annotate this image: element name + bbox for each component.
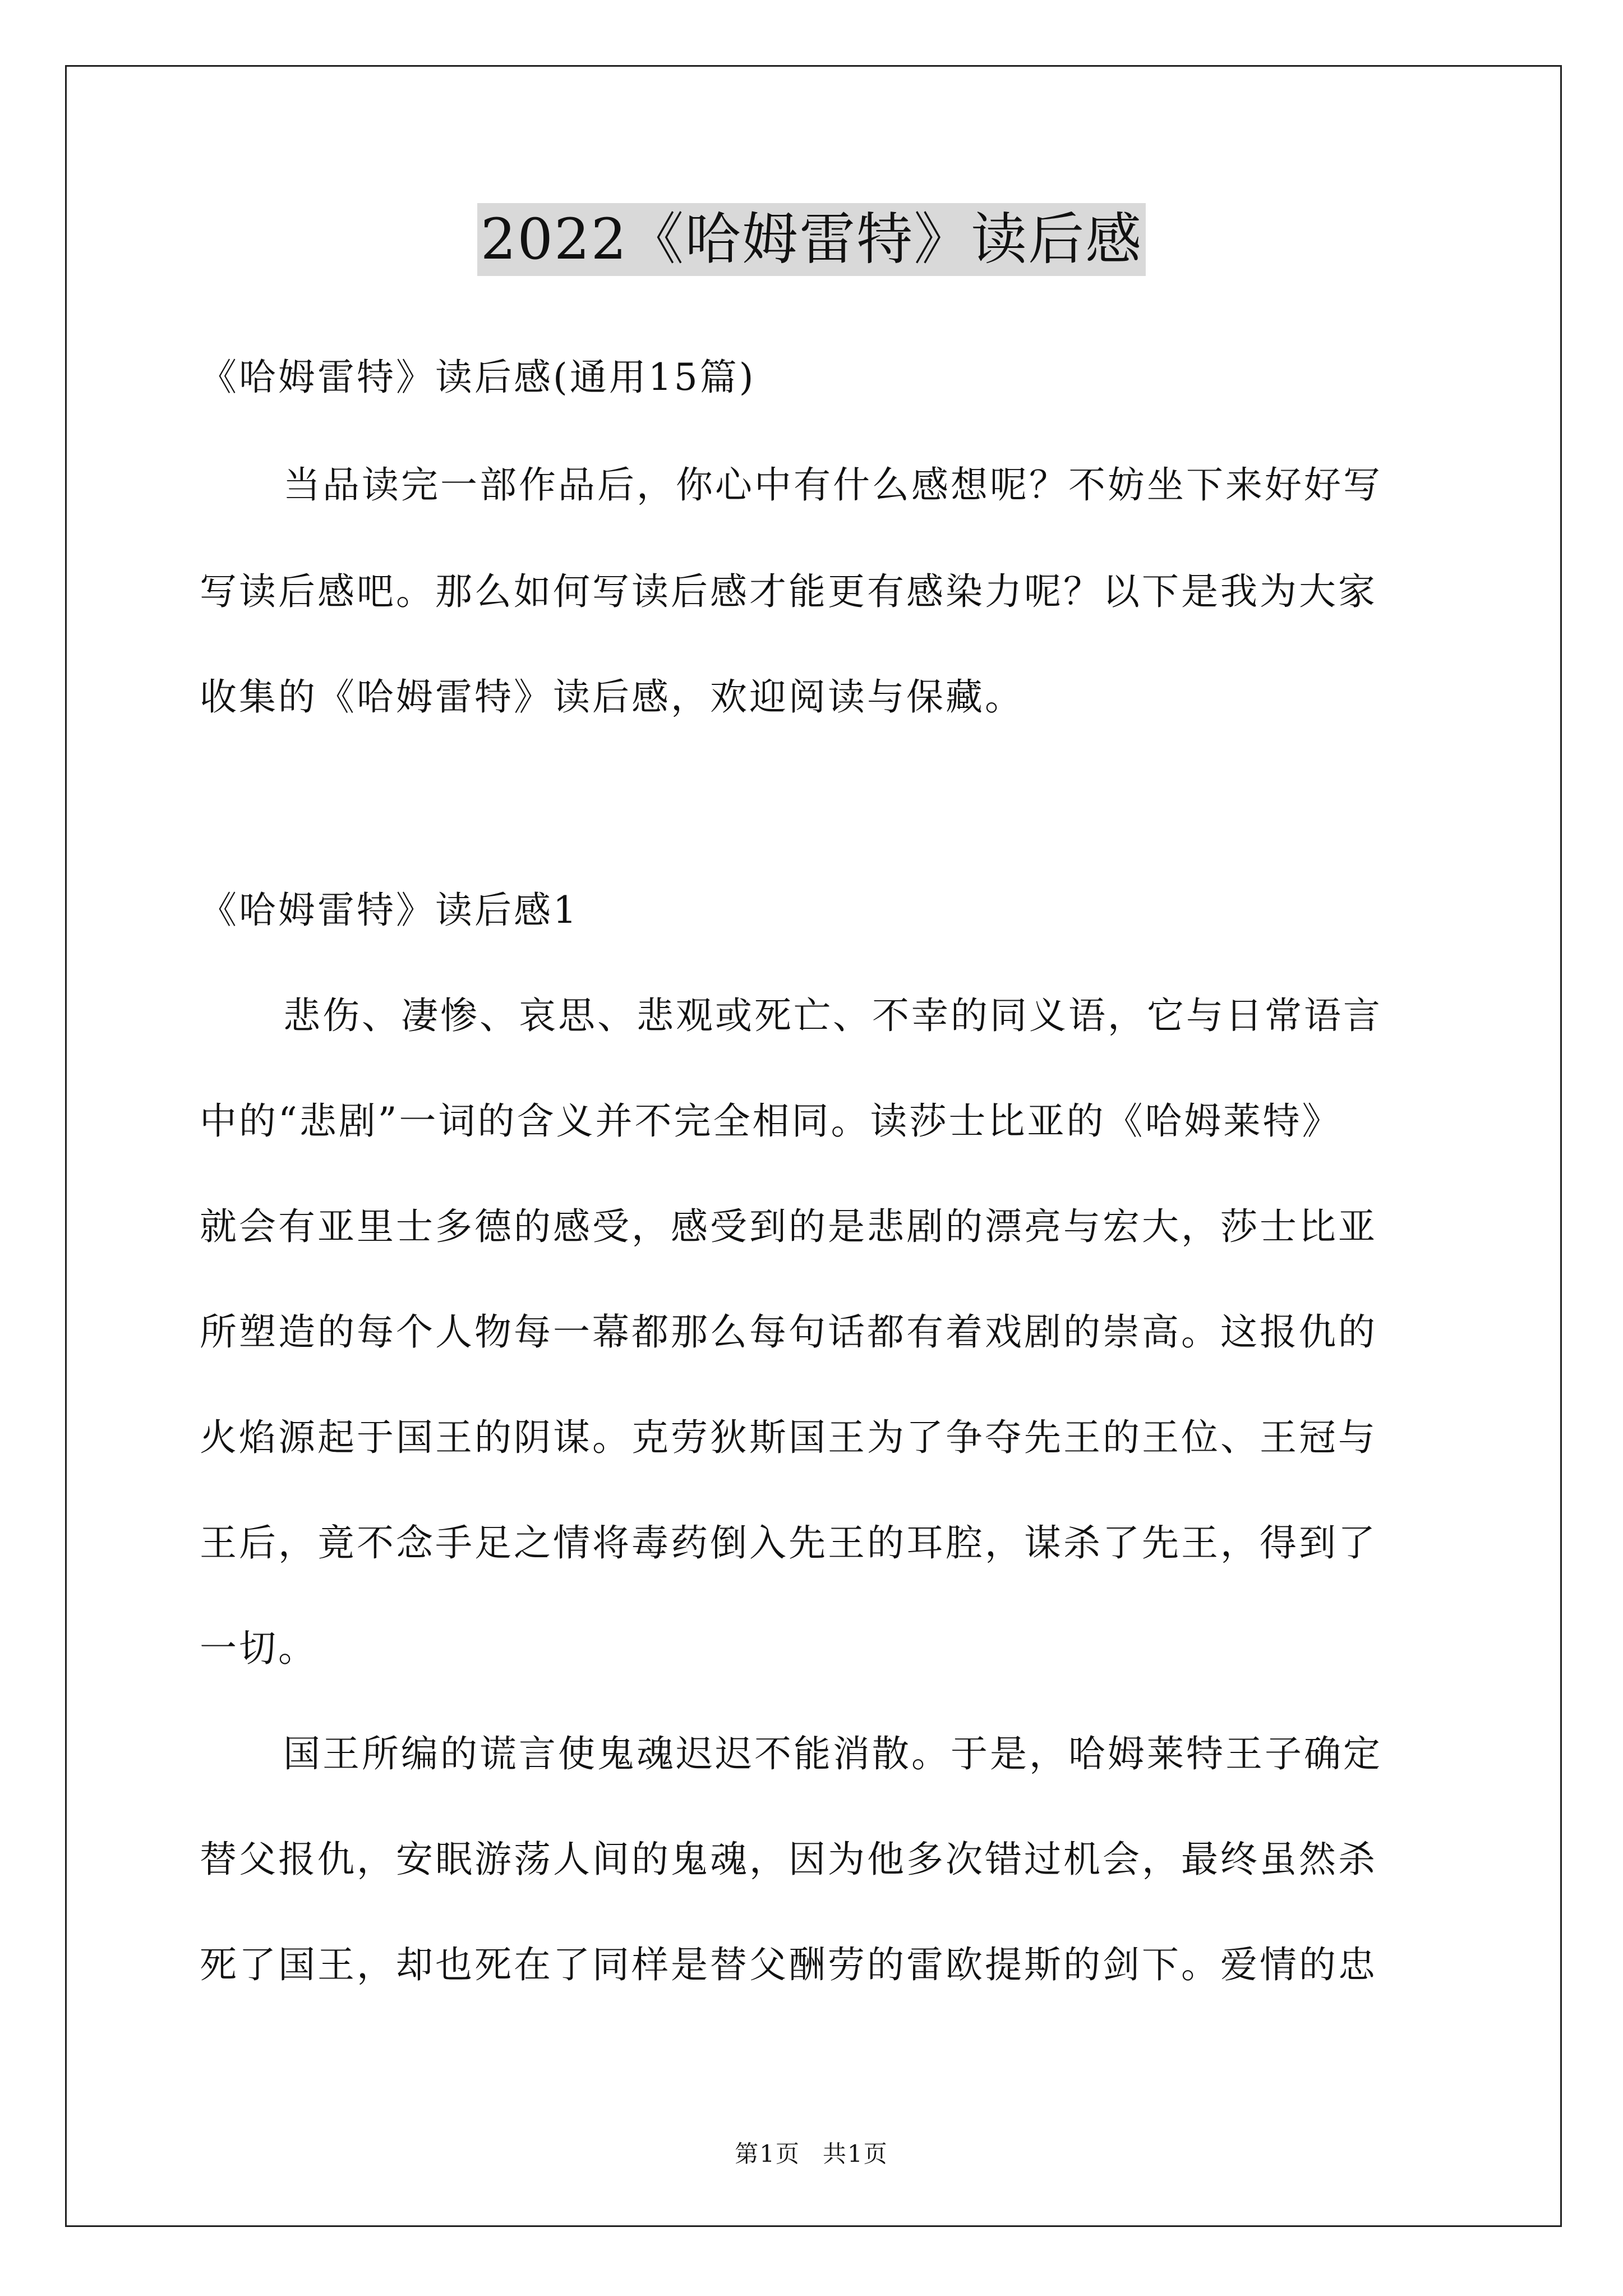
- paragraph2-line-1: 国王所编的谎言使鬼魂迟迟不能消散。于是，哈姆莱特王子确定: [283, 1732, 1382, 1775]
- page-number: 第1页: [735, 2140, 800, 2168]
- paragraph1-line-4: 所塑造的每个人物每一幕都那么每句话都有着戏剧的崇高。这报仇的: [200, 1310, 1377, 1354]
- document-title: 2022《哈姆雷特》读后感: [477, 203, 1146, 276]
- intro-line-2: 写读后感吧。那么如何写读后感才能更有感染力呢？以下是我为大家: [200, 570, 1377, 613]
- page-footer: [0, 2138, 1623, 2170]
- title-block: [0, 203, 1623, 276]
- intro-line-1: 当品读完一部作品后，你心中有什么感想呢？不妨坐下来好好写: [283, 463, 1382, 507]
- paragraph1-line-5: 火焰源起于国王的阴谋。克劳狄斯国王为了争夺先王的王位、王冠与: [200, 1416, 1377, 1459]
- paragraph1-line-2: 中的“悲剧”一词的含义并不完全相同。读莎士比亚的《哈姆莱特》: [200, 1099, 1341, 1143]
- document-subtitle: 《哈姆雷特》读后感(通用15篇): [200, 356, 756, 399]
- paragraph1-line-7: 一切。: [200, 1627, 317, 1670]
- paragraph2-line-3: 死了国王，却也死在了同样是替父酬劳的雷欧提斯的剑下。爱情的忠: [200, 1943, 1377, 1986]
- intro-line-3: 收集的《哈姆雷特》读后感，欢迎阅读与保藏。: [200, 675, 1024, 719]
- paragraph1-line-3: 就会有亚里士多德的感受，感受到的是悲剧的漂亮与宏大，莎士比亚: [200, 1205, 1377, 1248]
- page-total: 共1页: [823, 2140, 888, 2168]
- section-heading: 《哈姆雷特》读后感1: [200, 889, 579, 932]
- paragraph1-line-1: 悲伤、凄惨、哀思、悲观或死亡、不幸的同义语，它与日常语言: [283, 994, 1382, 1037]
- paragraph1-line-6: 王后，竟不念手足之情将毒药倒入先王的耳腔，谋杀了先王，得到了: [200, 1521, 1377, 1565]
- paragraph2-line-2: 替父报仇，安眠游荡人间的鬼魂，因为他多次错过机会，最终虽然杀: [200, 1838, 1377, 1881]
